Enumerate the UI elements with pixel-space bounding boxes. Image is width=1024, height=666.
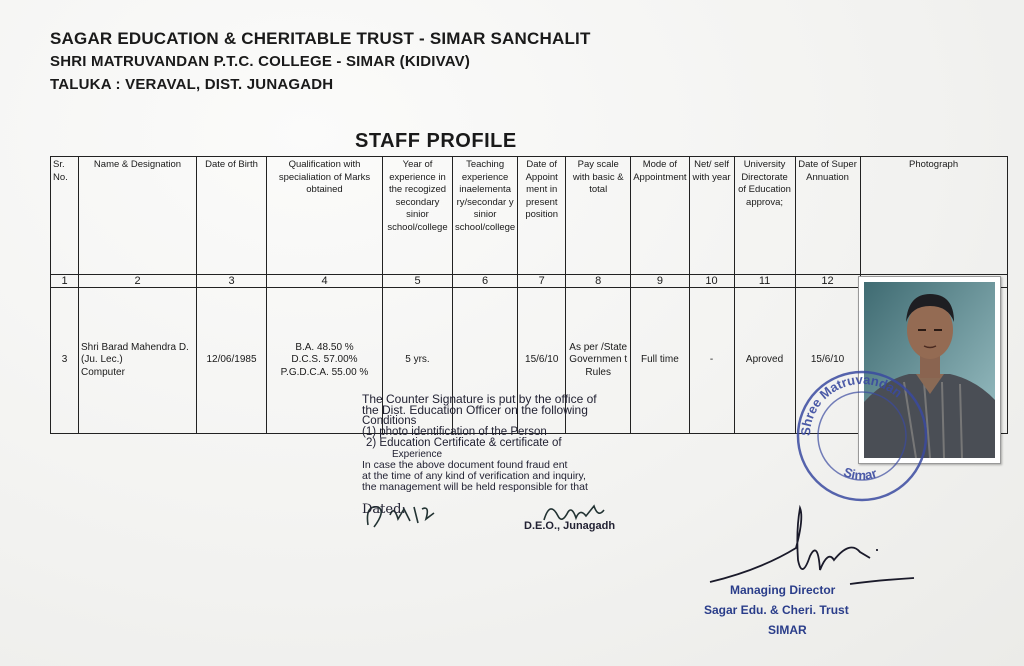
staff-name: Shri Barad Mahendra D. [81,341,189,353]
sr-number: 3 [51,288,79,434]
staff-designation: (Ju. Lec.) [81,354,123,366]
location-heading: TALUKA : VERAVAL, DIST. JUNAGADH [50,76,334,93]
condition-line: The Counter Signature is put by the office of [362,392,597,406]
col-number: 10 [689,275,734,288]
date-of-birth: 12/06/1985 [197,288,267,434]
deo-designation: D.E.O., Junagadh [524,520,616,532]
qualification-item: P.G.D.C.A. 55.00 % [280,366,369,378]
col-header: Date of Birth [197,157,267,275]
qualification-item: B.A. 48.50 % [295,341,354,353]
condition-line: Experience [392,449,443,460]
experience-years: 5 yrs. [383,288,453,434]
condition-line: 2) Education Certificate & certificate of [366,437,562,449]
condition-line: the Dist. Education Officer on the following [362,403,588,417]
net-self: - [689,288,734,434]
appointment-date: 15/6/10 [518,288,566,434]
col-number: 9 [631,275,689,288]
appointment-mode: Full time [631,288,689,434]
seal-top-text: Shree Matruvandan [797,371,906,437]
university-approval: Aproved [734,288,795,434]
col-header: Qualification with specialiation of Marks obtained [267,157,383,275]
col-number: 7 [518,275,566,288]
condition-line: (1) photo identification of the Person [362,426,547,438]
counter-signature-conditions [362,394,632,493]
college-name-heading: SHRI MATRUVANDAN P.T.C. COLLEGE - SIMAR (KIDIVAV) [50,53,471,70]
col-header: Photograph [860,157,1007,275]
header-row [51,157,1008,275]
col-header: Pay scale with basic & total [566,157,631,275]
col-number: 6 [453,275,518,288]
place-label: SIMAR [768,623,807,637]
svg-text:Shree Matruvandan [798,372,905,436]
col-number: 5 [383,275,453,288]
managing-director-signature [700,500,920,590]
col-number: 11 [734,275,795,288]
col-number: 12 [795,275,860,288]
col-number: 2 [79,275,197,288]
col-header: Date of Super Annuation [795,157,860,275]
condition-line: at the time of any kind of verification and inquiry, [362,470,586,482]
col-number: 4 [267,275,383,288]
col-number: 3 [197,275,267,288]
college-round-seal [792,366,932,506]
staff-subject: Computer [81,366,125,378]
condition-line: Conditions [362,415,417,427]
managing-director-label: Managing Director [730,583,836,597]
col-header: Sr. No. [51,157,79,275]
qualification-item: D.C.S. 57.00% [291,354,358,366]
col-header: Teaching experience inaelementa ry/secondar y sinior school/college [453,157,518,275]
trust-name-heading: SAGAR EDUCATION & CHERITABLE TRUST - SIMAR SANCHALIT [50,29,591,48]
svg-text:Simar [842,464,879,483]
document-title: STAFF PROFILE [355,130,517,152]
col-number: 8 [566,275,631,288]
col-header: Name & Designation [79,157,197,275]
dated-label: Dated: [362,502,406,517]
seal-bottom-text: Simar [841,464,879,483]
condition-line: In case the above document found fraud ent [362,459,568,471]
col-header: Date of Appoint ment in present position [518,157,566,275]
col-number: 1 [51,275,79,288]
col-header: Year of experience in the recogized secondary sinior school/college [383,157,453,275]
super-annuation-date: 15/6/10 [795,288,860,434]
col-header: University Directorate of Education approva; [734,157,795,275]
col-header: Mode of Appointment [631,157,689,275]
trust-org-label: Sagar Edu. & Cheri. Trust [704,603,849,617]
condition-line: the management will be held responsible for that [362,481,588,493]
name-designation-cell [79,288,197,434]
col-header: Net/ self with year [689,157,734,275]
pay-scale: As per /State Governmen t Rules [566,288,631,434]
